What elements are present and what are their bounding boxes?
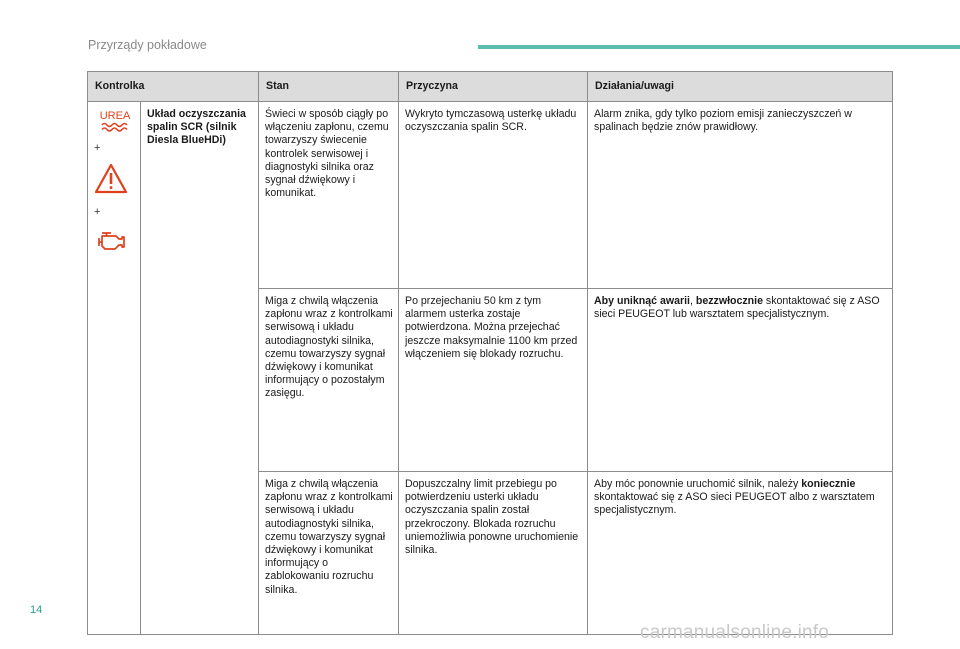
- table-row: [88, 102, 893, 289]
- dzialania-cell: [588, 289, 893, 472]
- urea-warning-icon: [97, 108, 133, 134]
- plus-sign: +: [94, 206, 101, 219]
- engine-check-icon: [94, 228, 128, 252]
- dzialania-bold-text: koniecznie: [801, 478, 856, 490]
- przyczyna-cell: Po przejechaniu 50 km z tym alarmem usterka zostaje potwierdzona. Można przejechać jeszcze maksymalnie 1100 km przed włączeniem się blokady rozruchu.: [399, 289, 588, 472]
- dzialania-text: Aby móc ponownie uruchomić silnik, należy: [594, 478, 802, 490]
- warning-triangle-icon: [94, 163, 128, 194]
- dzialania-bold-text: Aby uniknąć awarii: [594, 295, 690, 307]
- dzialania-bold-text: bezzwłocznie: [695, 295, 763, 307]
- przyczyna-cell: Dopuszczalny limit przebiegu po potwierdzeniu usterki układu oczyszczania spalin został przekroczony. Blokada rozruchu uniemożliwia ponowne uruchomienie silnika.: [399, 472, 588, 635]
- dzialania-text: skontaktować się z ASO sieci PEUGEOT albo z warsztatem specjalistycznym.: [594, 491, 875, 517]
- column-header-kontrolka: Kontrolka: [88, 72, 259, 102]
- przyczyna-cell: Wykryto tymczasową usterkę układu oczyszczania spalin SCR.: [399, 102, 588, 289]
- column-header-przyczyna: Przyczyna: [399, 72, 588, 102]
- dzialania-text: ,: [689, 295, 696, 307]
- watermark: carmanualsonline.info: [640, 622, 830, 643]
- warning-lamp-table: [87, 71, 893, 635]
- dzialania-cell: [588, 472, 893, 635]
- page-number: 14: [30, 604, 43, 616]
- stan-cell: Miga z chwilą włączenia zapłonu wraz z kontrolkami serwisową i układu autodiagnostyki silnika, czemu towarzyszy sygnał dźwiękowy i komunikat informujący o zablokowaniu rozruchu silnika.: [259, 472, 399, 635]
- column-header-stan: Stan: [259, 72, 399, 102]
- header-accent-bar: [478, 45, 960, 49]
- stan-cell: Miga z chwilą włączenia zapłonu wraz z kontrolkami serwisową i układu autodiagnostyki silnika, czemu towarzyszy sygnał dźwiękowy i komunikat informujący o pozostałym zasięgu.: [259, 289, 399, 472]
- system-name-cell: [141, 102, 259, 635]
- svg-text:UREA: UREA: [99, 110, 131, 122]
- indicator-icons-cell: [88, 102, 141, 635]
- column-header-dzialania: Działania/uwagi: [588, 72, 893, 102]
- table-header-row: [88, 72, 893, 102]
- system-name: Układ oczyszczania spalin SCR (silnik Diesla BlueHDi): [147, 108, 246, 147]
- dzialania-text: skontaktować się z ASO sieci PEUGEOT lub warsztatem specjalistycznym.: [594, 295, 880, 321]
- page-header-title: Przyrządy pokładowe: [88, 38, 207, 52]
- dzialania-cell: Alarm znika, gdy tylko poziom emisji zanieczyszczeń w spalinach będzie znów prawidłowy.: [588, 102, 893, 289]
- plus-sign: +: [94, 142, 101, 154]
- stan-cell: Świeci w sposób ciągły po włączeniu zapłonu, czemu towarzyszy świecenie kontrolek serwisowej i diagnostyki silnika oraz sygnał dźwiękowy i komunikat.: [259, 102, 399, 289]
